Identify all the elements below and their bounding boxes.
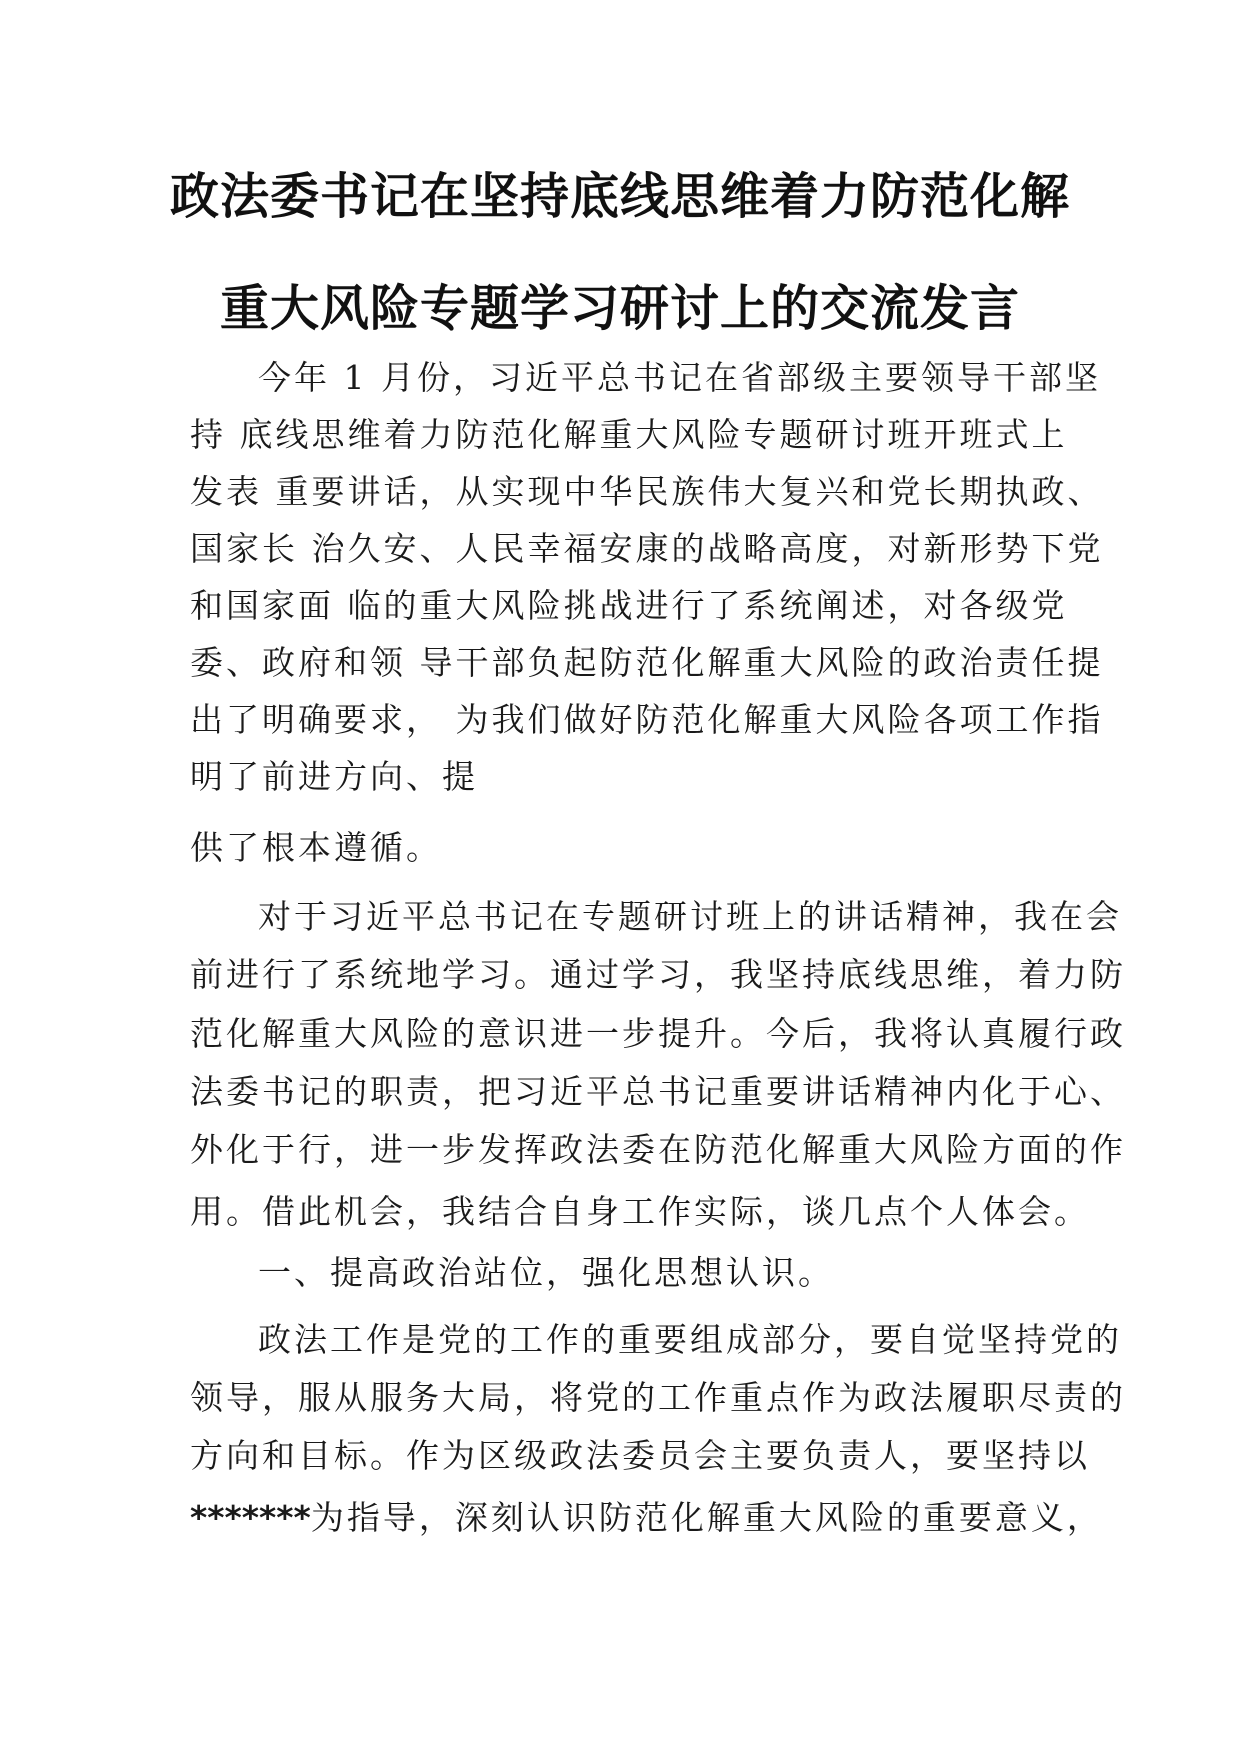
- body-line: 政法工作是党的工作的重要组成部分，要自觉坚持党的: [258, 1320, 1122, 1359]
- body-line: 对于习近平总书记在专题研讨班上的讲话精神，我在会: [258, 897, 1122, 936]
- body-line-last-text: 为指导，深刻认识防范化解重大风险的重要意义，: [310, 1498, 1103, 1537]
- body-line: 出了明确要求， 为我们做好防范化解重大风险各项工作指: [190, 700, 1104, 739]
- body-line: 明了前进方向、提: [190, 757, 478, 796]
- body-line: 前进行了系统地学习。通过学习，我坚持底线思维，着力防: [190, 955, 1126, 994]
- body-line: 方向和目标。作为区级政法委员会主要负责人，要坚持以: [190, 1436, 1090, 1475]
- document-title-line-1: 政法委书记在坚持底线思维着力防范化解: [169, 168, 1070, 225]
- body-line: 用。借此机会，我结合自身工作实际，谈几点个人体会。: [190, 1192, 1090, 1231]
- document-title-line-2: 重大风险专题学习研讨上的交流发言: [219, 280, 1020, 337]
- body-line: 供了根本遵循。: [190, 828, 442, 867]
- body-line: 和国家面 临的重大风险挑战进行了系统阐述，对各级党: [190, 586, 1068, 625]
- body-line: 领导，服从服务大局，将党的工作重点作为政法履职尽责的: [190, 1378, 1126, 1417]
- body-line: 发表 重要讲话，从实现中华民族伟大复兴和党长期执政、: [190, 472, 1104, 511]
- body-line-last: [190, 1492, 1103, 1539]
- body-line: 持 底线思维着力防范化解重大风险专题研讨班开班式上: [190, 415, 1068, 454]
- body-line: 国家长 治久安、人民幸福安康的战略高度，对新形势下党: [190, 529, 1104, 568]
- body-line: 外化于行，进一步发挥政法委在防范化解重大风险方面的作: [190, 1130, 1126, 1169]
- body-line: 法委书记的职责，把习近平总书记重要讲话精神内化于心、: [190, 1072, 1126, 1111]
- section-heading: 一、提高政治站位，强化思想认识。: [258, 1253, 834, 1292]
- body-line: 范化解重大风险的意识进一步提升。今后，我将认真履行政: [190, 1014, 1126, 1053]
- body-line: 今年 1 月份，习近平总书记在省部级主要领导干部坚: [258, 358, 1101, 397]
- body-line: 委、政府和领 导干部负起防范化解重大风险的政治责任提: [190, 643, 1104, 682]
- redacted-stars: *******: [190, 1498, 311, 1537]
